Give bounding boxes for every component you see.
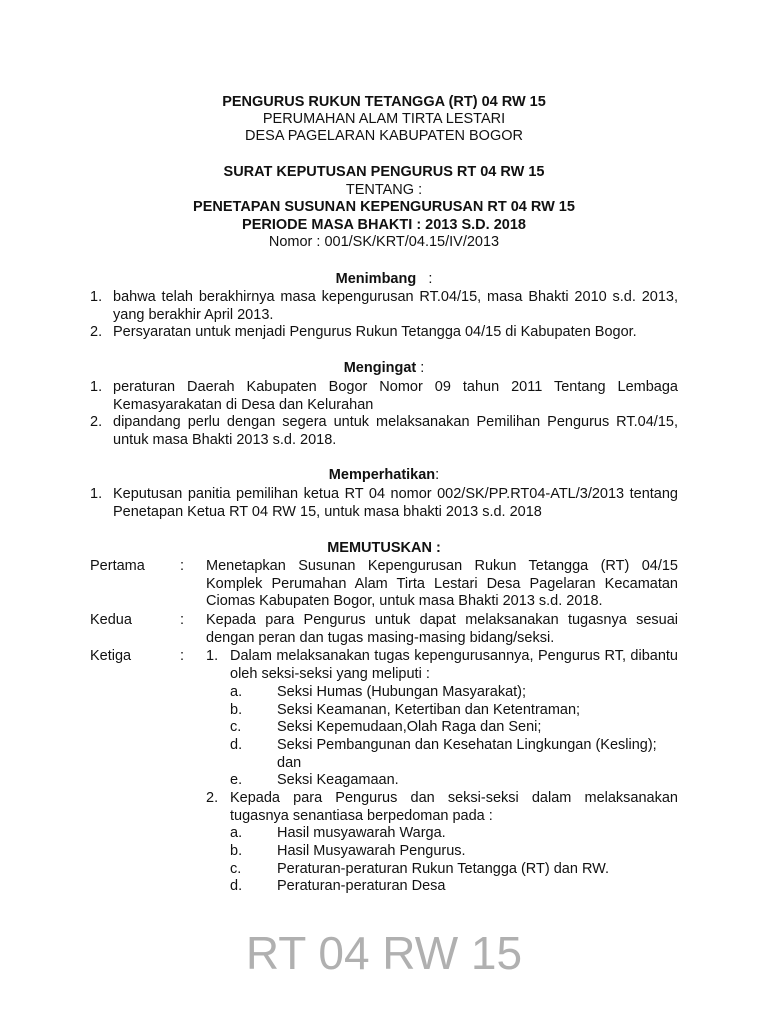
pertama-colon: : (180, 558, 185, 574)
ketiga-1b-text: Seksi Keamanan, Ketertiban dan Ketentraman; (277, 702, 581, 718)
mengingat-item-1-num: 1. (90, 379, 103, 395)
menimbang-item-1-num: 1. (90, 289, 103, 305)
kedua-label: Kedua (90, 612, 132, 628)
memperhatikan-title: Memperhatikan (328, 467, 436, 483)
ketiga-colon: : (180, 648, 185, 664)
decree-about: TENTANG : (345, 182, 423, 198)
ketiga-1a-text: Seksi Humas (Hubungan Masyarakat); (277, 684, 527, 700)
menimbang-title: Menimbang (335, 271, 417, 287)
header-village: DESA PAGELARAN KABUPATEN BOGOR (245, 128, 523, 144)
watermark-text: RT 04 RW 15 (245, 927, 523, 979)
decree-number: Nomor : 001/SK/KRT/04.15/IV/2013 (268, 234, 500, 250)
memperhatikan-colon: : (435, 467, 440, 483)
ketiga-point-1-num: 1. (206, 648, 219, 664)
ketiga-2c-text: Peraturan-peraturan Rukun Tetangga (RT) dan RW. (277, 861, 610, 877)
menimbang-item-1-text: bahwa telah berakhirnya masa kepengurusan RT.04/15, masa Bhakti 2010 s.d. 2013, yang berakhir April 2013. (113, 289, 678, 323)
ketiga-1e-letter: e. (230, 772, 243, 788)
memperhatikan-item-1-num: 1. (90, 486, 103, 502)
ketiga-point-2-num: 2. (206, 790, 219, 806)
menimbang-item-2-text: Persyaratan untuk menjadi Pengurus Rukun Tetangga 04/15 di Kabupaten Bogor. (113, 324, 637, 340)
ketiga-2c-letter: c. (230, 861, 242, 877)
kedua-text: Kepada para Pengurus untuk dapat melaksanakan tugasnya sesuai dengan peran dan tugas masing-masing bidang/seksi. (206, 612, 678, 646)
mengingat-item-2-num: 2. (90, 414, 103, 430)
ketiga-1a-letter: a. (230, 684, 243, 700)
ketiga-1e-text: Seksi Keagamaan. (277, 772, 399, 788)
menimbang-heading (0, 271, 768, 289)
menimbang-colon: : (428, 271, 433, 287)
ketiga-point-1-text: Dalam melaksanakan tugas kepengurusannya, Pengurus RT, dibantu oleh seksi-seksi yang meliputi : (230, 648, 678, 682)
mengingat-title: Mengingat (343, 360, 417, 376)
decree-subject-2: PERIODE MASA BHAKTI : 2013 S.D. 2018 (242, 217, 526, 233)
ketiga-1d-text: Seksi Pembangunan dan Kesehatan Lingkungan (Kesling); dan (277, 737, 657, 771)
mengingat-item-1-text: peraturan Daerah Kabupaten Bogor Nomor 09 tahun 2011 Tentang Lembaga Kemasyarakatan di Desa dan Kelurahan (113, 379, 678, 413)
ketiga-2a-text: Hasil musyawarah Warga. (277, 825, 446, 841)
ketiga-1b-letter: b. (230, 702, 243, 718)
pertama-label: Pertama (90, 558, 145, 574)
ketiga-label: Ketiga (90, 648, 132, 664)
ketiga-1c-letter: c. (230, 719, 242, 735)
ketiga-2d-text: Peraturan-peraturan Desa (277, 878, 446, 894)
memperhatikan-heading (0, 467, 768, 485)
memperhatikan-item-1-text: Keputusan panitia pemilihan ketua RT 04 nomor 002/SK/PP.RT04-ATL/3/2013 tentang Penetapan Ketua RT 04 RW 15, untuk masa bhakti 2013 s.d. 2018 (113, 486, 678, 520)
header-housing: PERUMAHAN ALAM TIRTA LESTARI (262, 111, 506, 127)
mengingat-colon: : (416, 360, 425, 376)
ketiga-1d-letter: d. (230, 737, 243, 753)
ketiga-point-2-text: Kepada para Pengurus dan seksi-seksi dalam melaksanakan tugasnya senantiasa berpedoman pada : (230, 790, 678, 824)
header-org: PENGURUS RUKUN TETANGGA (RT) 04 RW 15 (222, 94, 546, 110)
ketiga-1c-text: Seksi Kepemudaan,Olah Raga dan Seni; (277, 719, 542, 735)
kedua-colon: : (180, 612, 185, 628)
memutuskan-heading: MEMUTUSKAN : (327, 540, 441, 556)
ketiga-2b-letter: b. (230, 843, 243, 859)
mengingat-item-2-text: dipandang perlu dengan segera untuk melaksanakan Pemilihan Pengurus RT.04/15, untuk masa Bhakti 2013 s.d. 2018. (113, 414, 678, 448)
ketiga-2a-letter: a. (230, 825, 243, 841)
menimbang-item-2-num: 2. (90, 324, 103, 340)
ketiga-2b-text: Hasil Musyawarah Pengurus. (277, 843, 466, 859)
ketiga-2d-letter: d. (230, 878, 243, 894)
decree-subject-1: PENETAPAN SUSUNAN KEPENGURUSAN RT 04 RW 15 (193, 199, 575, 215)
pertama-text: Menetapkan Susunan Kepengurusan Rukun Tetangga (RT) 04/15 Komplek Perumahan Alam Tirta Lestari Desa Pagelaran Kecamatan Ciomas Kabupaten Bogor, untuk masa Bhakti 2013 s.d. 2018. (206, 558, 678, 610)
mengingat-heading (0, 360, 768, 378)
decree-title: SURAT KEPUTUSAN PENGURUS RT 04 RW 15 (223, 164, 545, 180)
